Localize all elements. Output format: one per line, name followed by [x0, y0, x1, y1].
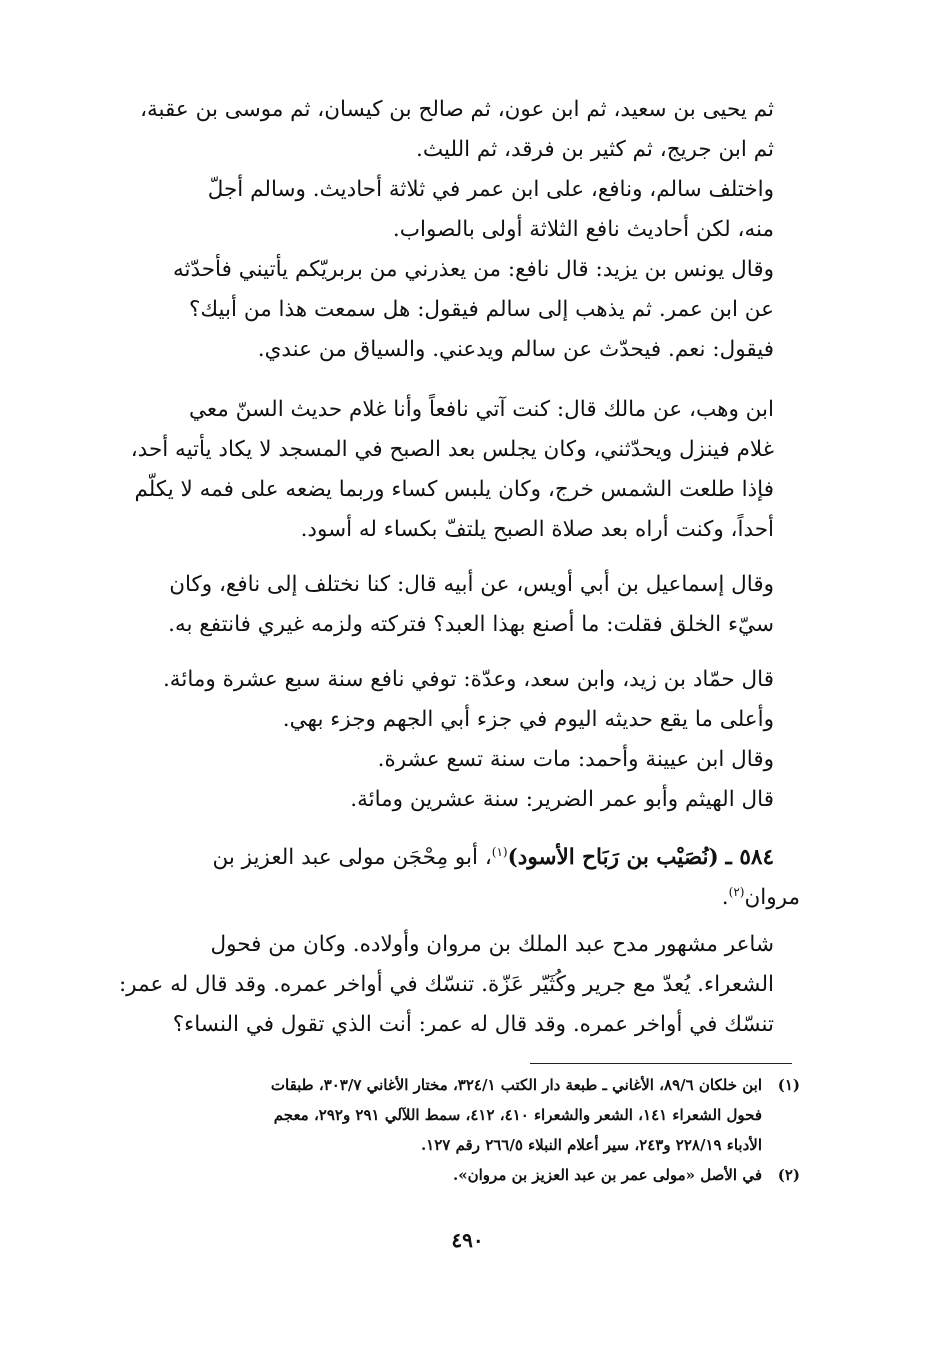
text-line: عن ابن عمر. ثم يذهب إلى سالم فيقول: هل سمعت هذا من أبيك؟	[189, 297, 774, 322]
footnotes	[100, 1070, 800, 1190]
entry-line	[100, 878, 800, 918]
text-line: سيّء الخلق فقلت: ما أصنع بهذا العبد؟ فتركته ولزمه غيري فانتفع به.	[168, 612, 774, 637]
text-line: أحداً، وكنت أراه بعد صلاة الصبح يلتفّ بكساء له أسود.	[300, 517, 774, 542]
paragraph-7	[100, 925, 800, 1045]
footnote-line: فحول الشعراء ١٤١، الشعر والشعراء ٤١٠، ٤١٢، سمط اللآلي ٢٩١ و٢٩٢، معجم	[273, 1106, 762, 1124]
text-line: فيقول: نعم. فيحدّث عن سالم ويدعني. والسياق من عندي.	[257, 337, 774, 362]
entry-number: ٥٨٤ ـ	[725, 845, 774, 870]
paragraph-6	[100, 660, 800, 820]
text-line: وقال إسماعيل بن أبي أويس، عن أبيه قال: كنا نختلف إلى نافع، وكان	[169, 572, 774, 597]
footnote-text	[100, 1070, 762, 1160]
footnote-number: (٢)	[777, 1166, 800, 1184]
text-line: قال الهيثم وأبو عمر الضرير: سنة عشرين ومائة.	[350, 787, 774, 812]
paragraph-5	[100, 565, 800, 645]
main-text-5	[100, 925, 800, 1045]
footnote-ref-1: (١)	[491, 844, 508, 859]
footnote-number: (١)	[777, 1076, 800, 1094]
entry-rest: ، أبو مِحْجَن مولى عبد العزيز بن	[212, 845, 492, 870]
entry-line2: مروان	[744, 885, 800, 910]
text-line: قال حمّاد بن زيد، وابن سعد، وعدّة: توفي نافع سنة سبع عشرة ومائة.	[162, 667, 774, 692]
footnote-2	[100, 1160, 800, 1190]
paragraph-2	[100, 170, 800, 250]
main-text-4	[100, 660, 800, 820]
text-line: وقال يونس بن يزيد: قال نافع: من يعذرني من بربريّكم يأتيني فأحدّثه	[172, 257, 774, 282]
text-line: الشعراء. يُعدّ مع جرير وكُثَيّر عَزّة. تنسّك في أواخر عمره. وقد قال له عمر:	[118, 972, 774, 997]
text-line: وأعلى ما يقع حديثه اليوم في جزء أبي الجهم وجزء بهي.	[282, 707, 774, 732]
footnote-line: في الأصل «مولى عمر بن عبد العزيز بن مروان».	[453, 1166, 762, 1184]
main-text-2	[100, 390, 800, 550]
entry-line	[100, 838, 800, 878]
entry-end: .	[721, 885, 729, 910]
text-line: منه، لكن أحاديث نافع الثلاثة أولى بالصواب.	[392, 217, 774, 242]
text-line: شاعر مشهور مدح عبد الملك بن مروان وأولاده. وكان من فحول	[210, 932, 774, 957]
text-line: ثم ابن جريج، ثم كثير بن فرقد، ثم الليث.	[416, 137, 774, 162]
text-line: غلام فينزل ويحدّثني، وكان يجلس بعد الصبح في المسجد لا يكاد يأتيه أحد،	[130, 437, 774, 462]
text-line: وقال ابن عيينة وأحمد: مات سنة تسع عشرة.	[377, 747, 774, 772]
paragraph-4	[100, 390, 800, 550]
entry-584	[100, 838, 800, 918]
text-line: ثم يحيى بن سعيد، ثم ابن عون، ثم صالح بن كيسان، ثم موسى بن عقبة،	[140, 97, 774, 122]
footnote-line: ابن خلكان ٨٩/٦، الأغاني ـ طبعة دار الكتب ٣٢٤/١، مختار الأغاني ٣٠٣/٧، طبقات	[270, 1076, 762, 1094]
entry-name: (نُصَيْب بن رَبَاح الأسود)	[507, 845, 719, 870]
footnote-text	[100, 1160, 762, 1190]
text-line: ابن وهب، عن مالك قال: كنت آتي نافعاً وأنا غلام حديث السنّ معي	[188, 397, 774, 422]
footnote-line: الأدباء ٢٢٨/١٩ و٢٤٣، سير أعلام النبلاء ٢٦٦/٥ رقم ١٢٧.	[420, 1136, 762, 1154]
page-number: ٤٩٠	[451, 1228, 484, 1252]
footnote-ref-2: (٢)	[728, 884, 745, 899]
text-line: واختلف سالم، ونافع، على ابن عمر في ثلاثة أحاديث. وسالم أجلّ	[207, 177, 774, 202]
main-text-3	[100, 565, 800, 645]
text-line: تنسّك في أواخر عمره. وقد قال له عمر: أنت الذي تقول في النساء؟	[172, 1012, 774, 1037]
footnote-1	[100, 1070, 800, 1160]
main-text	[100, 90, 800, 370]
entry-heading	[100, 838, 800, 918]
paragraph-3	[100, 250, 800, 370]
footnote-separator	[530, 1063, 792, 1064]
paragraph-1	[100, 90, 800, 170]
text-line: فإذا طلعت الشمس خرج، وكان يلبس كساء وربما يضعه على فمه لا يكلّم	[134, 477, 774, 502]
